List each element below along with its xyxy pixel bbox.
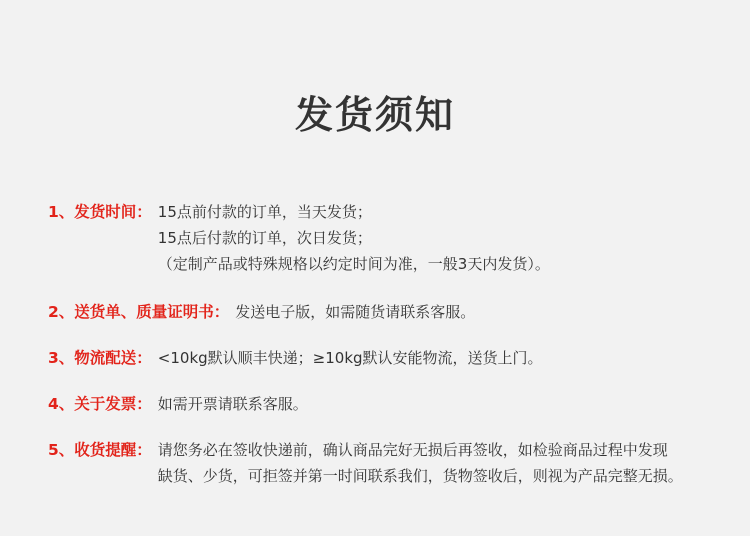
notice-item-2-line-1: 发送电子版，如需随货请联系客服。 [235,302,476,321]
notice-item-2-label: 2、送货单、质量证明书： [48,302,230,321]
notice-item-5-body [152,437,702,489]
notice-item-4-body [152,391,702,417]
notice-item-3 [0,345,750,371]
notice-item-5-line-2: 缺货、少货，可拒签并第一时间联系我们，货物签收后，则视为产品完整无损。 [157,466,683,485]
page-title: 发货须知 [294,93,455,138]
notice-list [0,165,750,489]
notice-item-2 [0,299,750,325]
notice-item-5-line-1: 请您务必在签收快递前，确认商品完好无损后再签收，如检验商品过程中发现 [157,440,668,459]
shipping-notice-page [0,25,750,536]
notice-item-4-line-1: 如需开票请联系客服。 [157,394,308,413]
notice-item-4 [0,391,750,417]
notice-item-5 [0,437,750,489]
notice-item-1 [0,199,750,277]
notice-item-2-body [229,299,702,325]
notice-item-5-label: 5、收货提醒： [48,440,152,459]
notice-item-3-line-1: <10kg默认顺丰快递；≥10kg默认安能物流，送货上门。 [157,348,543,367]
notice-item-1-label: 1、发货时间： [48,202,152,221]
notice-item-4-label: 4、关于发票： [48,394,152,413]
notice-item-3-body [152,345,702,371]
notice-item-1-body [152,199,702,277]
notice-item-1-line-3: （定制产品或特殊规格以约定时间为准，一般3天内发货）。 [157,254,550,273]
notice-item-1-line-2: 15点后付款的订单，次日发货； [157,228,372,247]
notice-item-3-label: 3、物流配送： [48,348,152,367]
notice-item-1-line-1: 15点前付款的订单，当天发货； [157,202,372,221]
